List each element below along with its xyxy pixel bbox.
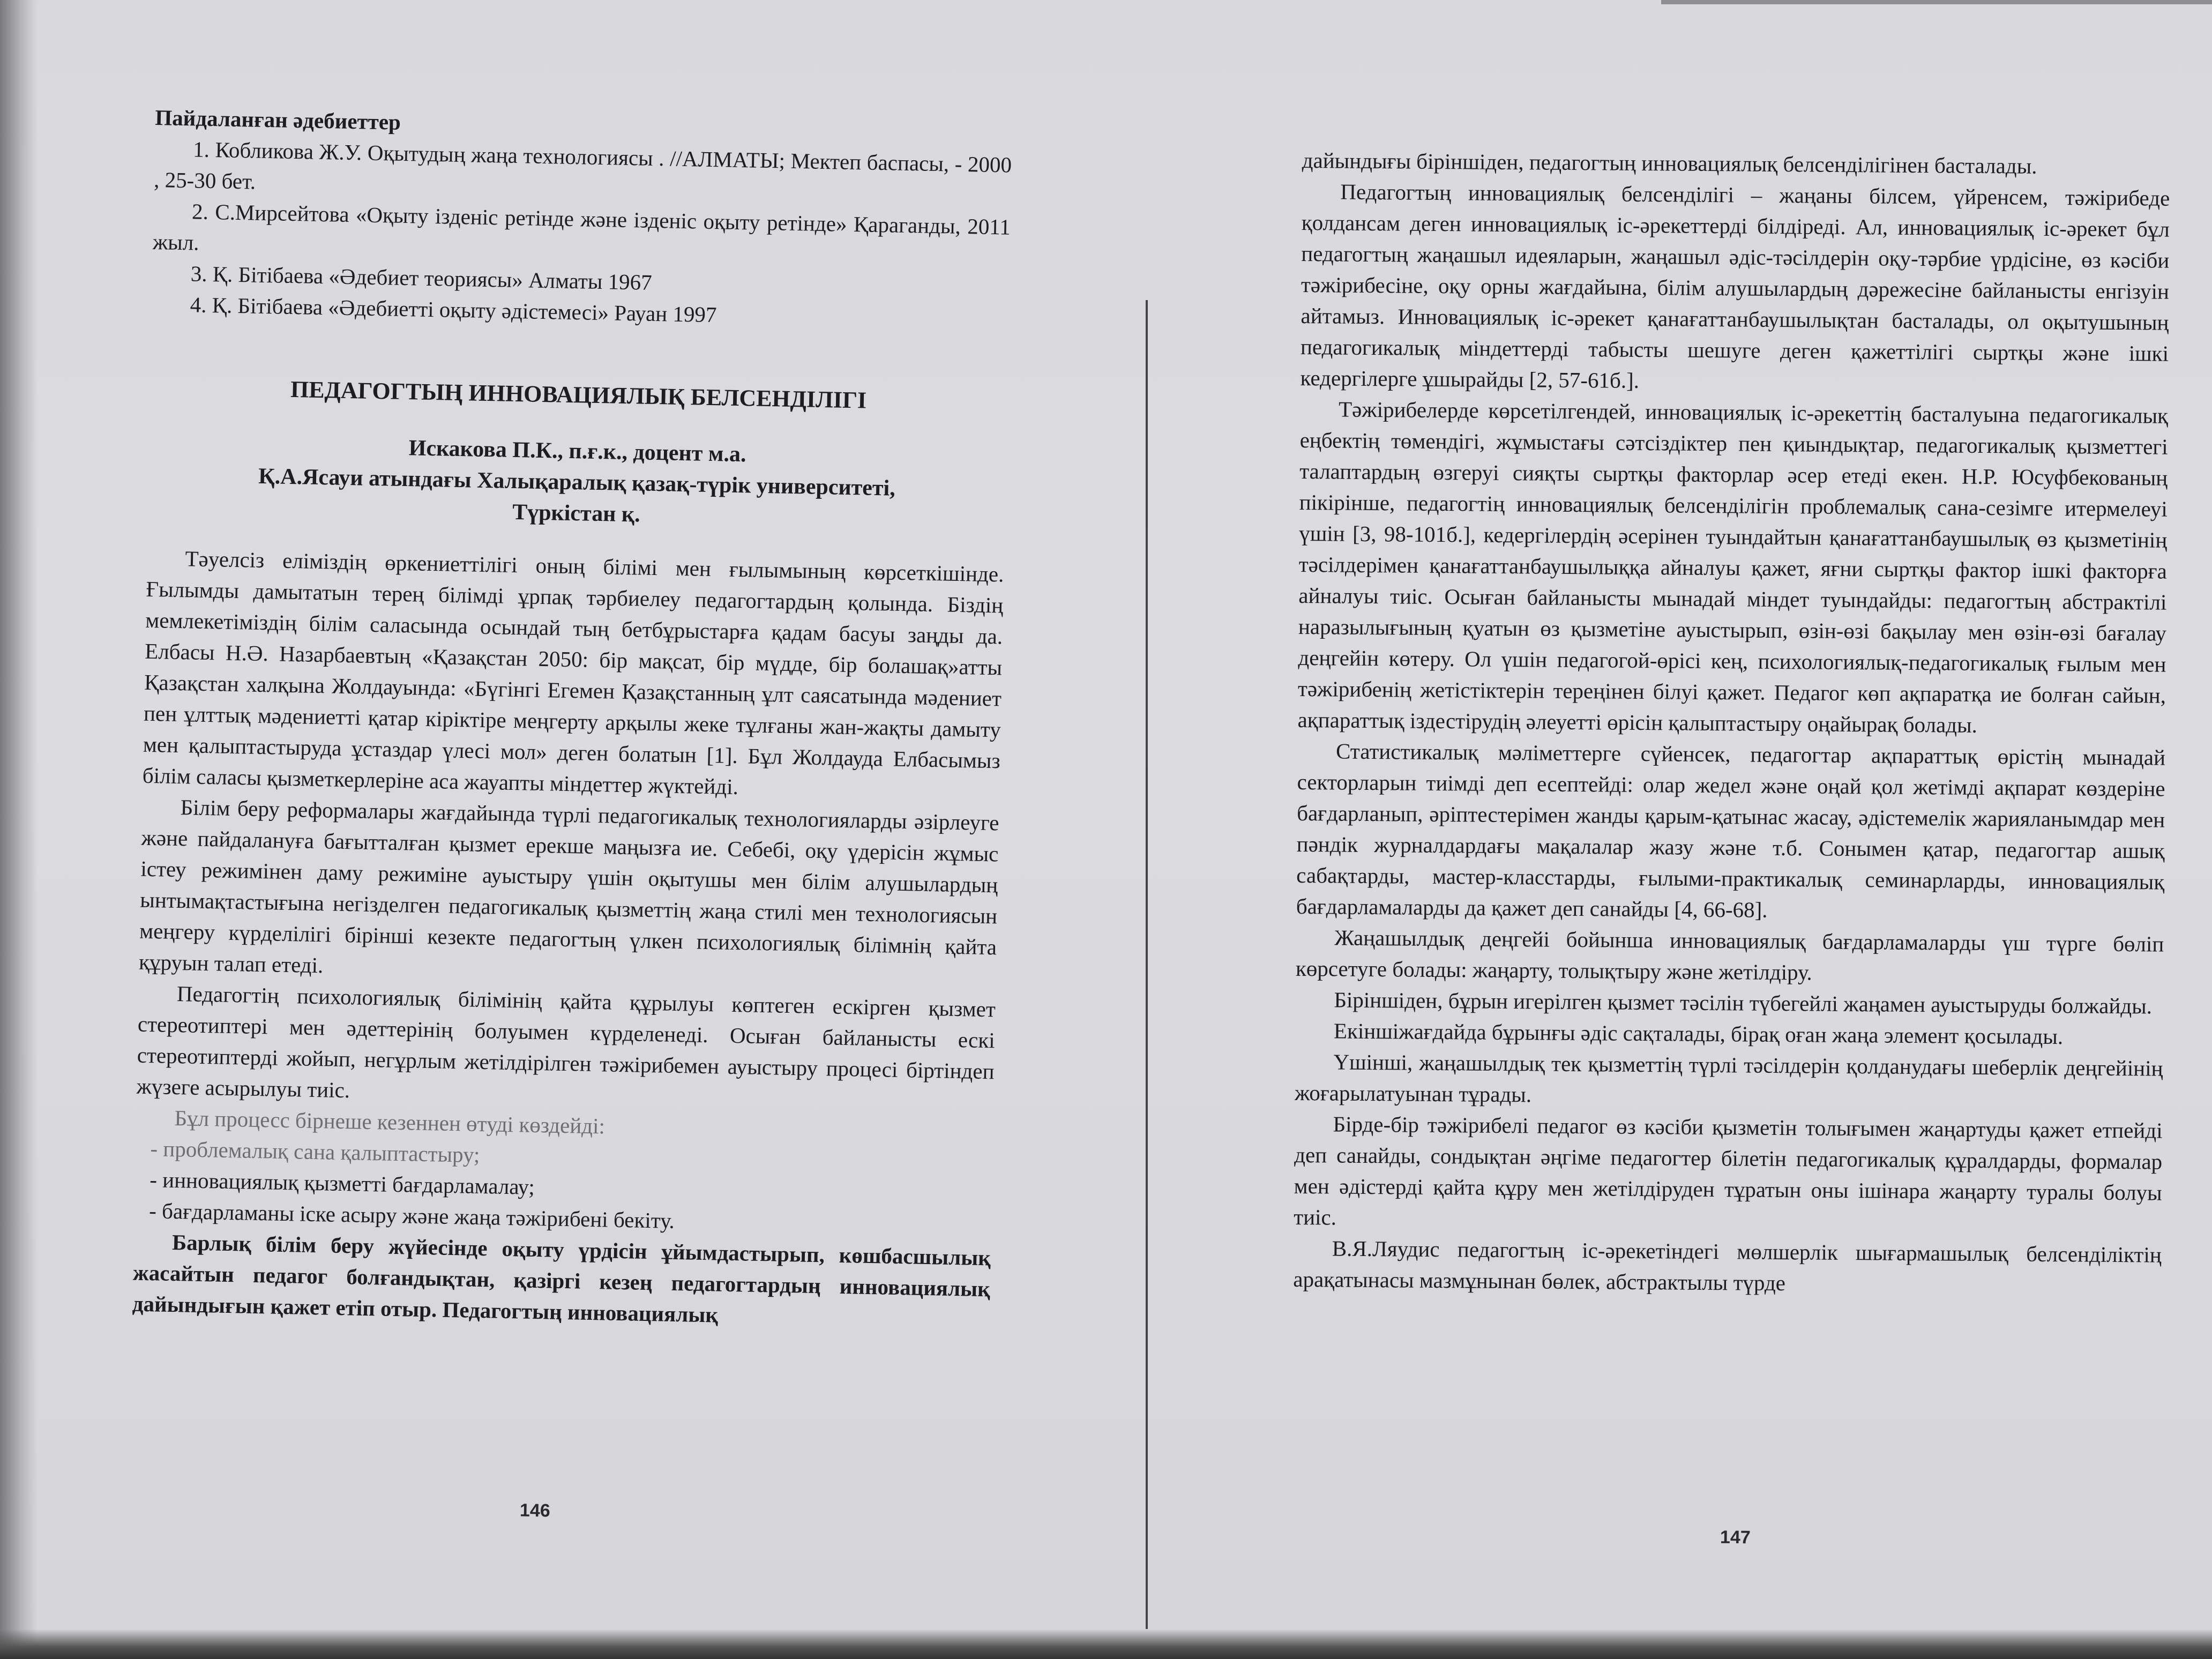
article-affiliation-line1: Қ.А.Ясауи атындағы Халықаралық қазақ-түрік университеті, <box>258 464 896 501</box>
left-edge-shadow <box>0 0 38 1659</box>
body-paragraph: В.Я.Ляудис педагогтың іс-әрекетіндегі мөлшерлік шығармашылық белсенділіктің арақатынасы мазмұнынан бөлек, абстрактылы түрде <box>1293 1236 2162 1296</box>
body-paragraph: Тәуелсіз еліміздің өркениеттілігі оның білімі мен ғылымының көрсеткішінде. Ғылымды дамытатын терең білімді ұрпақ тәрбиелеу педагогтардың қолында. Біздің мемлекетіміздің білім саласында осындай тың бетбұрыстарға қадам басуы заңды да. Елбасы Н.Ә. Назарбаевтың «Қазақстан 2050: бір мақсат, бір мүдде, бір болашақ»атты Қазақстан халқына Жолдауында: «Бүгінгі Егемен Қазақстанның ұлт саясатында мәдениет пен ұлттық мәдениетті қатар кіріктіре меңгерту арқылы жеке тұлғаны жан-жақты дамыту мен қалыптастыруда ұстаздар үлесі мол» деген болатын [1]. Бұл Жолдауда Елбасымыз білім саласы қызметкерлеріне аса жауапты міндеттер жүктейді. <box>142 546 1004 799</box>
body-paragraph: Педагогтың инновациялық белсенділігі – жаңаны білсем, үйренсем, тәжірибеде қолдансам деген инновациялық іс-әрекеттерді білдіреді. Ал, инновациялық іс-әрекет бұл педагогтың жаңашыл идеяларын, жаңашыл әдіс-тәсілдерін оқу-тәрбие үрдісіне, өз кәсіби тәжірибесіне, оқу орны жағдайына, білім алушылардың дәрежесіне байланысты енгізуін айтамыз. Инновациялық іс-әрекет қанағаттанбаушылықтан басталады, ол оқытушының педагогикалық міндеттерді табысты шешуге деген қажеттілігі сыртқы және ішкі кедергілерге ұшырайды [2, 57-61б.]. <box>1300 179 2170 393</box>
body-paragraph: Үшінші, жаңашылдық тек қызметтің түрлі тәсілдерін қолданудағы шеберлік деңгейінің жоғарылатуынан тұрады. <box>1294 1049 2163 1107</box>
reference-item: 4. Қ. Бітібаева «Әдебиетті оқыту әдістемесі» Рауан 1997 <box>190 292 717 327</box>
body-paragraph: Біріншіден, бұрын игерілген қызмет тәсілін түбегейлі жаңамен ауыстыруды болжайды. <box>1334 987 2153 1019</box>
list-item: - проблемалық сана қалыптастыру; <box>150 1136 480 1167</box>
body-paragraph: Тәжірибелерде көрсетілгендей, инновациялық іс-әрекеттің басталуына педагогикалық еңбектің төмендігі, жұмыстағы сәтсіздіктер пен қиындықтар, педагогикалық қызметтегі талаптардың өзгеруі сияқты сыртқы факторлар әсер етеді екен. Н.Р. Юсуфбекованың пікірінше, педагогтің инновациялық белсенділігін проблемалық сана-сезімге итермелеуі үшін [3, 98-101б.], кедергілердің әсерінен туындайтын қанағаттанбаушылық өз қызметінің тәсілдерімен қанағаттанбаушылыққа айналуы қажет, яғни сыртқы фактор ішкі факторға айналуы тиіс. Осыған байланысты мынадай міндет туындайды: педагогтың абстрактілі наразылығының қуатын өз қызметіне ауыстырып, өзін-өзі бақылау мен өзін-өзі бағалау деңгейін көтеру. Ол үшін педагогой-өрісі кең, психологиялық-педагогикалық ғылым мен тәжірибенің жетістіктерін тереңінен білуі қажет. Педагог көп ақпаратқа ие болған сайын, ақпараттық іздестірудің әлеуетті өрісін қалыптастыру оңайырақ болады. <box>1297 397 2169 737</box>
body-paragraph: Бірде-бір тәжірибелі педагог өз кәсіби қызметін толығымен жаңартуды қажет етпейді деп санайды, сондықтан әңгіме педагогтер білетін педагогикалық құралдарды, формалар мен әдістерді қайта құру мен жетілдіруден тұратын оны ішінара жаңарту туралы болуы тиіс. <box>1294 1111 2163 1230</box>
body-paragraph: Білім беру реформалары жағдайында түрлі педагогикалық технологияларды әзірлеуге және пайдалануға бағытталған қызмет ерекше маңызға ие. Себебі, оқу үдерісін жұмыс істеу режимінен даму режиміне ауыстыру үшін оқытушы мен білім алушылардың ынтымақтастығына негізделген педагогикалық қызметтің жаңа стилі мен технологиясын меңгеру күрделілігі бірінші кезекте педагогтың үлкен психологиялық білімнің қайта құруын талап етеді. <box>138 795 999 978</box>
references-title: Пайдаланған әдебиеттер <box>155 104 401 134</box>
article-affiliation-line2: Түркістан қ. <box>512 499 641 527</box>
list-item: - бағдарламаны іске асыру және жаңа тәжірибені бекіту. <box>148 1198 675 1233</box>
continuation-paragraph: дайындығы біріншіден, педагогтың инновациялық белсенділігінен басталады. <box>1302 147 2037 178</box>
right-page <box>1293 145 2170 1302</box>
body-paragraph: Статистикалық мәліметтерге сүйенсек, педагогтар ақпараттық өрістің мынадай секторларын тиімді деп есептейді: олар жедел және оңай қол жетімді ақпарат көздеріне бағдарланып, әріптестерімен жанды қарым-қатынас жасау, әдістемелік жарияланымдар мен пәндік журналдардағы мақалалар жазу және т.б. Сонымен қатар, педагогтар ашық сабақтарды, мастер-класстарды, ғылыми-практикалық семинарларды, инновациялық бағдарламаларды да қажет деп санайды [4, 66-68]. <box>1296 738 2166 922</box>
body-paragraph: Жаңашылдық деңгейі бойынша инновациялық бағдарламаларды үш түрге бөліп көрсетуге болады: жаңарту, толықтыру және жетілдіру. <box>1295 925 2164 985</box>
page-number-left: 146 <box>519 1500 551 1521</box>
body-paragraph: Педагогтің психологиялық білімінің қайта құрылуы көптеген ескірген қызмет стереотиптері мен әдеттерінің болуымен күрделенеді. Осыған байланысты ескі стереотиптерді жойып, негұрлым жетілдірілген тәжірибемен ауыстыру процесі біртіндеп жүзеге асырылуы тиіс. <box>136 981 996 1103</box>
reference-item: 2. С.Мирсейтова «Оқыту ізденіс ретінде және ізденіс оқыту ретінде» Қараганды, 2011 жыл. <box>152 199 1011 255</box>
book-gutter <box>1146 300 1148 1629</box>
reference-item: 1. Кобликова Ж.У. Оқытудың жаңа технологиясы . //АЛМАТЫ; Мектеп баспасы, - 2000 , 25-30 бет. <box>153 137 1012 194</box>
list-item: - инновациялық қызметті бағдарламалау; <box>149 1167 535 1199</box>
top-edge-line <box>1661 0 2212 4</box>
page-number-right: 147 <box>1720 1527 1751 1548</box>
closing-paragraph: Барлық білім беру жүйесінде оқыту үрдісін ұйымдастырып, көшбасшылық жасайтын педагог болғандықтан, қазіргі кезең педагогтардың инновациялық дайындығын қажет етіп отыр. Педагогтың инновациялық <box>132 1229 991 1327</box>
bottom-edge-shadow <box>0 1629 2212 1659</box>
article-title: ПЕДАГОГТЫҢ ИННОВАЦИЯЛЫҚ БЕЛСЕНДІЛІГІ <box>290 376 867 414</box>
reference-item: 3. Қ. Бітібаева «Әдебиет теориясы» Алматы 1967 <box>190 261 653 295</box>
left-page <box>132 102 1012 1335</box>
list-intro: Бұл процесс бірнеше кезеннен өтуді көздейді: <box>174 1105 606 1139</box>
body-paragraph: Екіншіжағдайда бұрынғы әдіс сақталады, бірақ оған жаңа элемент қосылады. <box>1333 1018 2064 1049</box>
article-author: Искакова П.К., п.ғ.к., доцент м.а. <box>408 436 746 467</box>
